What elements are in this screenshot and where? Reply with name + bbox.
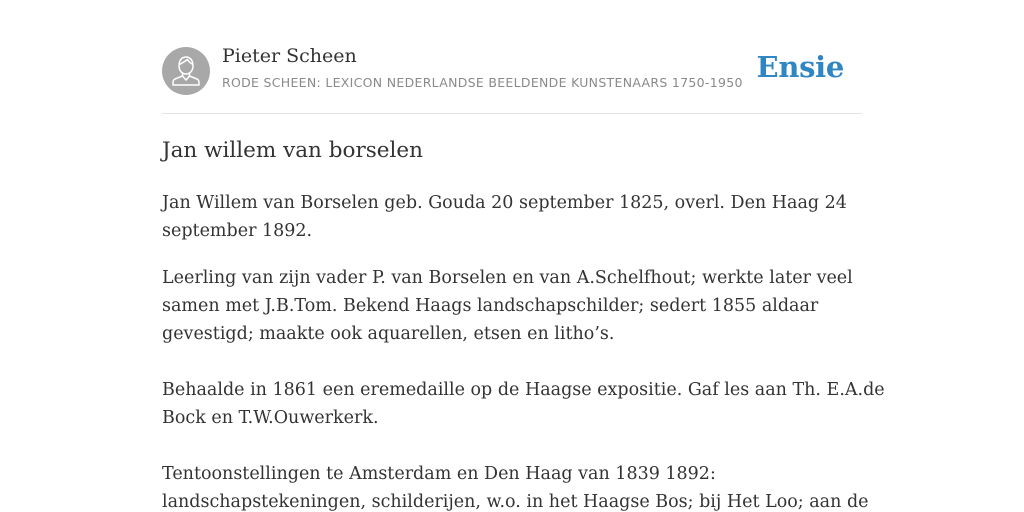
article-paragraph-1 [162, 189, 862, 245]
header [162, 0, 862, 114]
article-paragraph-3 [162, 376, 885, 432]
article-paragraph-4 [162, 460, 869, 512]
paragraph-line: Bock en T.W.Ouwerkerk. [162, 408, 379, 428]
paragraph-line: gevestigd; maakte ook aquarellen, etsen en litho’s. [162, 324, 615, 344]
paragraph-line: landschapstekeningen, schilderijen, w.o. in het Haagse Bos; bij Het Loo; aan de [162, 492, 869, 512]
paragraph-line: september 1892. [162, 221, 313, 241]
paragraph-line: Leerling van zijn vader P. van Borselen en van A.Schelfhout; werkte later veel [162, 268, 853, 288]
content-column [162, 0, 885, 512]
paragraph-line: Jan Willem van Borselen geb. Gouda 20 september 1825, overl. Den Haag 24 [162, 193, 847, 213]
paragraph-line: Tentoonstellingen te Amsterdam en Den Haag van 1839 1892: [162, 464, 716, 484]
author-name[interactable]: Pieter Scheen [222, 45, 357, 67]
paragraph-line: Behaalde in 1861 een eremedaille op de Haagse expositie. Gaf les aan Th. E.A.de [162, 380, 885, 400]
source-title[interactable]: RODE SCHEEN: LEXICON NEDERLANDSE BEELDENDE KUNSTENAARS 1750-1950 [222, 75, 743, 90]
user-silhouette-icon[interactable] [162, 47, 210, 95]
article-paragraph-2 [162, 264, 862, 348]
article-title: Jan willem van borselen [162, 138, 423, 163]
paragraph-line: samen met J.B.Tom. Bekend Haags landschapschilder; sedert 1855 aldaar [162, 296, 819, 316]
brand-logo[interactable]: Ensie [756, 50, 844, 84]
